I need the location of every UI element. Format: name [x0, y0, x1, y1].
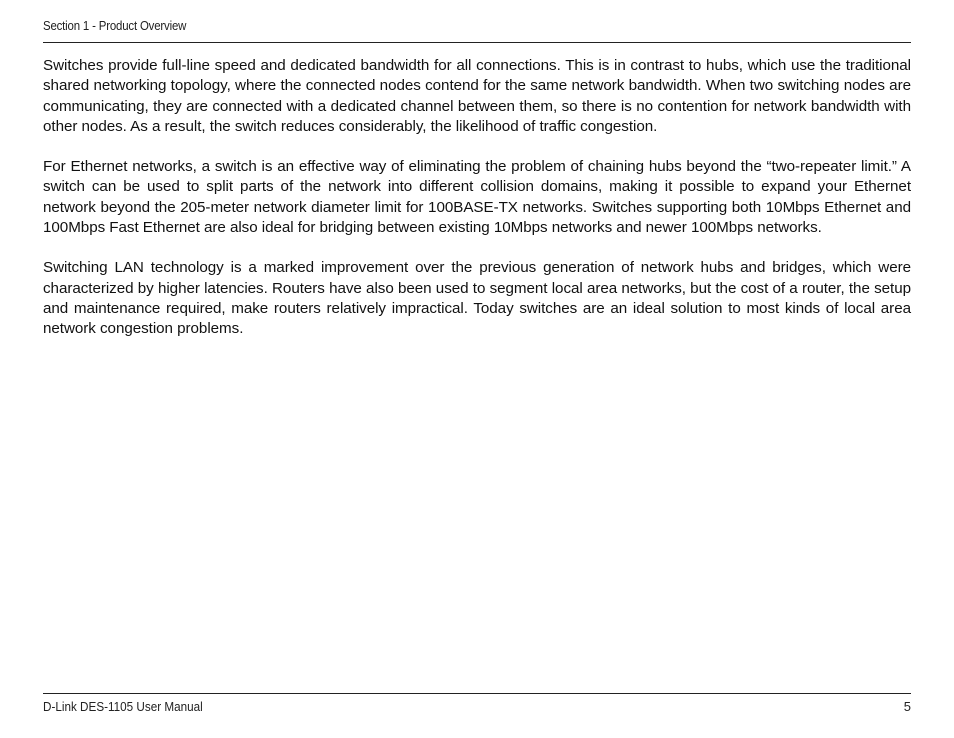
- paragraph-switches-bandwidth: Switches provide full-line speed and dedicated bandwidth for all connections. This is in contrast to hubs, which use the traditional shared networking topology, where the connected nodes contend for the same network bandwidth. When two switching nodes are communicating, they are connected with a dedicated channel between them, so there is no contention for network bandwidth with other nodes. As a result, the switch reduces considerably, the likelihood of traffic congestion.: [43, 57, 911, 135]
- manual-title: D-Link DES-1105 User Manual: [43, 699, 203, 714]
- page-footer: [43, 693, 911, 714]
- page-number: 5: [903, 699, 911, 714]
- paragraph-switching-lan: Switching LAN technology is a marked improvement over the previous generation of network hubs and bridges, which were characterized by higher latencies. Routers have also been used to segment local area networks, but the cost of a router, the setup and maintenance required, make routers relatively impractical. Today switches are an ideal solution to most kinds of local area network congestion problems.: [43, 259, 911, 338]
- section-title: Section 1 - Product Overview: [43, 18, 187, 33]
- paragraph-ethernet-networks: For Ethernet networks, a switch is an effective way of eliminating the problem of chaining hubs beyond the “two-repeater limit.” A switch can be used to split parts of the network into different collision domains, making it possible to expand your Ethernet network beyond the 205-meter network diameter limit for 100BASE-TX networks. Switches supporting both 10Mbps Ethernet and 100Mbps Fast Ethernet are also ideal for bridging between existing 10Mbps networks and newer 100Mbps networks.: [43, 158, 911, 237]
- page-content: [43, 56, 911, 360]
- page-header: [43, 18, 911, 43]
